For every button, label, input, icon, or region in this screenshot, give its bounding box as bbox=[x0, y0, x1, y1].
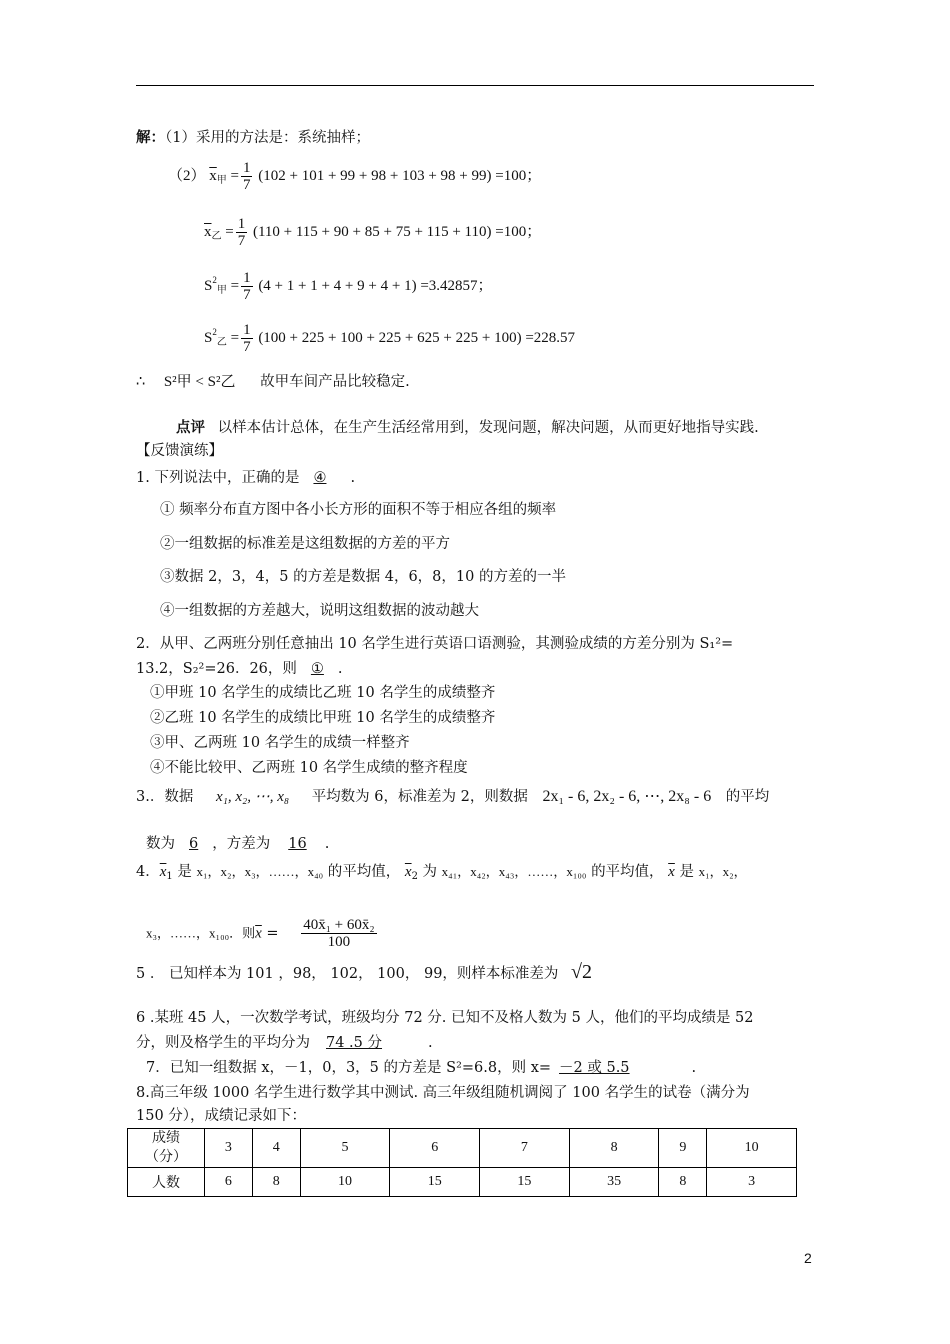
q3-line1: 3.．数据 x₁, x₂, ⋯, x₈ 平均数为 6，标准差为 2，则数据 2x₁ - 6, 2x₂ - 6, ⋯, 2x₈ - 6 的平均 bbox=[136, 788, 770, 805]
q7-answer: －2 或 5.5 bbox=[559, 1060, 630, 1076]
mean-jia-sub: 甲 bbox=[216, 174, 227, 186]
q1-option-3: ③数据 2，3，4，5 的方差是数据 4，6，8，10 的方差的一半 bbox=[160, 569, 566, 585]
q2-option-4: ④不能比较甲、乙两班 10 名学生成绩的整齐程度 bbox=[150, 760, 468, 776]
count-cell: 15 bbox=[390, 1168, 480, 1197]
q1-stem: 1. 下列说法中，正确的是 ④ . bbox=[136, 470, 356, 486]
mean-yi-terms: (110 + 115 + 90 + 85 + 75 + 115 + 110) bbox=[252, 223, 492, 240]
q1-option-4: ④一组数据的方差越大，说明这组数据的波动越大 bbox=[160, 603, 479, 619]
mean-yi-frac: $\frac{1}{7}$ bbox=[237, 216, 246, 249]
count-cell: 15 bbox=[480, 1168, 570, 1197]
q3-line2: 数为 6 ，方差为 16 . bbox=[146, 836, 330, 852]
comment-text: 以样本估计总体，在生产生活经常用到，发现问题，解决问题，从而更好地指导实践. bbox=[217, 420, 759, 436]
q2-option-2: ②乙班 10 名学生的成绩比甲班 10 名学生的成绩整齐 bbox=[150, 710, 496, 726]
count-header-cell: 人数 bbox=[128, 1168, 205, 1197]
var-yi-var: S bbox=[204, 330, 213, 346]
var-jia-terms: (4 + 1 + 1 + 4 + 9 + 4 + 1) bbox=[258, 278, 417, 294]
count-cell: 3 bbox=[707, 1168, 797, 1197]
page-number: 2 bbox=[804, 1250, 812, 1266]
mean-yi-line: $\overline{x}_乙$ = $\frac{1}{7}$ (110 + 115 + 90 + 85 + 75 + 115 + 110) =100； bbox=[204, 216, 542, 249]
q2-line1: 2．从甲、乙两班分别任意抽出 10 名学生进行英语口语测验，其测验成绩的方差分别为 S₁²= bbox=[136, 636, 734, 652]
score-cell: 8 bbox=[569, 1129, 659, 1168]
q4-line1: 4．$\overline{x}_1$ 是 x₁，x₂，x₃，……，x₄₀ 的平均值， $\overline{x}_2$ 为 x₄₁，x₄₂，x₄₃，……，x₁₀₀ 的平均值， $\overline{x}$ 是 x₁，x₂， bbox=[136, 864, 747, 882]
q2-option-1: ①甲班 10 名学生的成绩比乙班 10 名学生的成绩整齐 bbox=[150, 685, 496, 701]
var-yi-frac: $\frac{1}{7}$ bbox=[243, 322, 251, 356]
score-cell: 5 bbox=[300, 1129, 390, 1168]
score-cell: 4 bbox=[252, 1129, 300, 1168]
score-cell: 6 bbox=[390, 1129, 480, 1168]
var-jia-line: $S^2_甲$ = $\frac{1}{7}$ (4 + 1 + 1 + 4 + 9 + 4 + 1) =3.42857； bbox=[204, 270, 493, 304]
score-row bbox=[128, 1129, 797, 1168]
q6-line2: 分，则及格学生的平均分为 74 .5 分 . bbox=[136, 1035, 433, 1051]
q3-answer-variance: 16 bbox=[288, 836, 307, 852]
score-table bbox=[127, 1128, 797, 1197]
comment-line bbox=[176, 418, 759, 438]
q5-answer: √2 bbox=[571, 961, 593, 983]
mean-jia-var: $\overline{x}$ bbox=[209, 167, 217, 184]
conclusion-line bbox=[136, 372, 410, 392]
solution-label: 解： bbox=[136, 129, 165, 146]
q1-option-1: ① 频率分布直方图中各小长方形的面积不等于相应各组的频率 bbox=[160, 502, 557, 518]
solution-part1 bbox=[136, 128, 370, 148]
score-cell: 9 bbox=[659, 1129, 707, 1168]
q7-line: 7．已知一组数据 x，－1，0，3，5 的方差是 S²=6.8，则 x= －2 或 5.5 . bbox=[146, 1060, 697, 1076]
var-jia-frac: $\frac{1}{7}$ bbox=[243, 270, 251, 304]
q8-line2: 150 分），成绩记录如下： bbox=[136, 1108, 307, 1124]
count-row bbox=[128, 1168, 797, 1197]
header-rule bbox=[136, 85, 814, 86]
score-cell: 3 bbox=[205, 1129, 253, 1168]
count-cell: 8 bbox=[659, 1168, 707, 1197]
mean-yi-sub: 乙 bbox=[211, 230, 222, 242]
score-header-cell: 成绩 （分） bbox=[128, 1129, 205, 1168]
comment-label: 点评 bbox=[176, 419, 205, 436]
q6-line1: 6 .某班 45 人，一次数学考试，班级均分 72 分. 已知不及格人数为 5 人，他们的平均成绩是 52 bbox=[136, 1010, 754, 1026]
mean-jia-line: （2） $\overline{x}_甲$ = $\frac{1}{7}$ (102 + 101 + 99 + 98 + 103 + 98 + 99) =100； bbox=[168, 160, 542, 193]
q1-answer: ④ bbox=[313, 470, 327, 486]
part2-prefix: （2） bbox=[168, 167, 206, 184]
count-cell: 8 bbox=[252, 1168, 300, 1197]
therefore-symbol: ∴ bbox=[136, 374, 146, 390]
q3-data: x₁, x₂, ⋯, x₈ bbox=[215, 789, 290, 805]
solution-part1-text: （1）采用的方法是：系统抽样； bbox=[165, 130, 370, 146]
q1-option-2: ②一组数据的标准差是这组数据的方差的平方 bbox=[160, 536, 450, 552]
var-jia-var: S bbox=[204, 278, 213, 294]
q3-data2: 2x₁ - 6, 2x₂ - 6, ⋯, 2x₈ - 6 bbox=[542, 788, 712, 805]
mean-jia-frac: $\frac{1}{7}$ bbox=[242, 160, 251, 193]
var-yi-line: $S^2_乙$ = $\frac{1}{7}$ (100 + 225 + 100 + 225 + 625 + 225 + 100) =228.57 bbox=[204, 322, 576, 356]
q2-answer: ① bbox=[310, 661, 324, 677]
mean-yi-var: $\overline{x}$ bbox=[204, 223, 212, 240]
q4-answer-frac: $\frac{\text{40x̄₁ + 60x̄₂}}{100}$ bbox=[303, 917, 375, 950]
q4-line2: x₃，……，x₁₀₀．则$\overline{x}$ = $\frac{\text{40x̄₁ + 60x̄₂}}{100}$ bbox=[146, 917, 375, 950]
var-yi-terms: (100 + 225 + 100 + 225 + 625 + 225 + 100) bbox=[258, 330, 522, 346]
q6-answer: 74 .5 分 bbox=[326, 1035, 383, 1051]
q5-line: 5 ． 已知样本为 101 ，98， 102， 100， 99，则样本标准差为 √2 bbox=[136, 961, 593, 983]
section-title: 【反馈演练】 bbox=[136, 443, 223, 459]
score-cell: 7 bbox=[480, 1129, 570, 1168]
q2-line2: 13.2，S₂²=26．26，则 ① . bbox=[136, 661, 343, 677]
q3-answer-mean: 6 bbox=[189, 836, 199, 852]
score-cell: 10 bbox=[707, 1129, 797, 1168]
count-cell: 10 bbox=[300, 1168, 390, 1197]
var-yi-result: =228.57 bbox=[525, 330, 576, 346]
q4-group2: x₄₁，x₄₂，x₄₃，……，x₁₀₀ bbox=[441, 864, 587, 879]
var-jia-result: =3.42857； bbox=[420, 278, 493, 294]
variance-compare: S²甲 < S²乙 bbox=[163, 374, 236, 390]
mean-jia-terms: (102 + 101 + 99 + 98 + 103 + 98 + 99) bbox=[258, 167, 492, 184]
mean-jia-result: =100； bbox=[495, 167, 542, 184]
q8-line1: 8.高三年级 1000 名学生进行数学其中测试. 高三年级组随机调阅了 100 名学生的试卷（满分为 bbox=[136, 1085, 750, 1101]
mean-yi-result: =100； bbox=[495, 223, 542, 240]
count-cell: 35 bbox=[569, 1168, 659, 1197]
conclusion-text: 故甲车间产品比较稳定. bbox=[260, 374, 410, 390]
q2-option-3: ③甲、乙两班 10 名学生的成绩一样整齐 bbox=[150, 735, 410, 751]
q4-group1: x₁，x₂，x₃，……，x₄₀ bbox=[196, 864, 324, 879]
count-cell: 6 bbox=[205, 1168, 253, 1197]
